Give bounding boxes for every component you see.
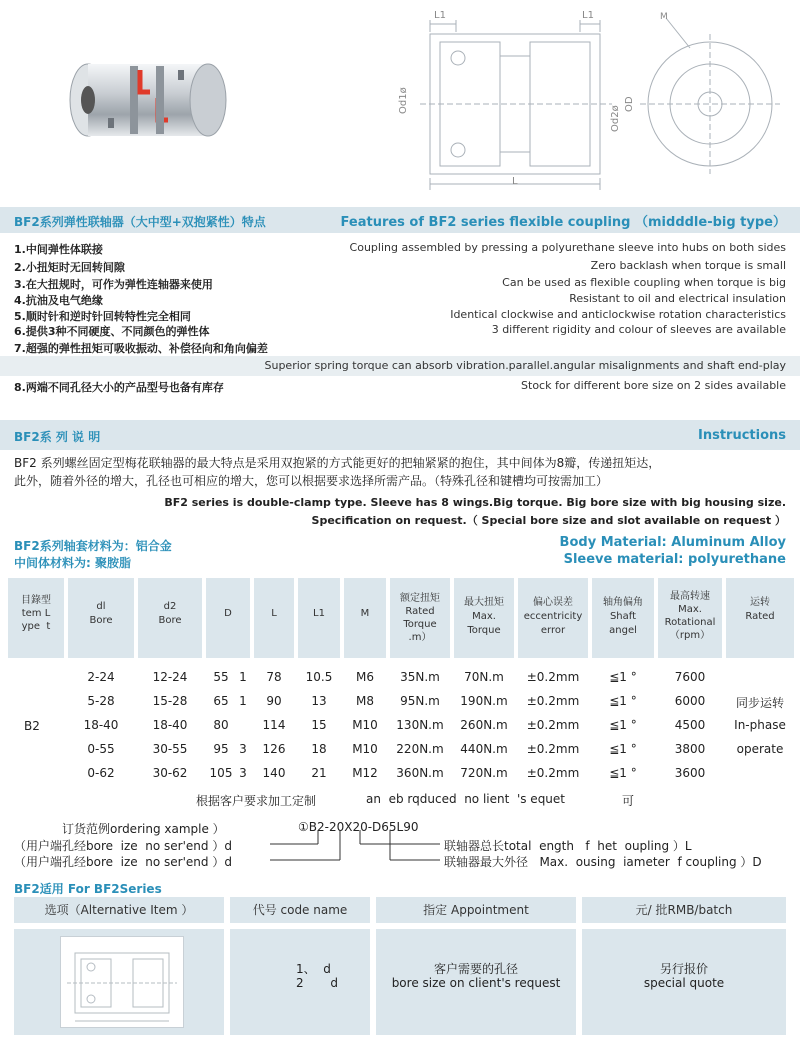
feature-en: 3 different rigidity and colour of sleeves are available (491, 323, 786, 336)
cell-rated: 130N.m (396, 718, 444, 732)
feature-item (14, 241, 786, 257)
feature-en: Can be used as flexible coupling when torque is big (502, 276, 786, 289)
dim-d2: Od2ø (610, 105, 621, 132)
header-ecc-text: 偏心误差 eccentricity error (523, 597, 583, 636)
header-d1 (68, 578, 134, 658)
header-angle (592, 578, 654, 658)
cell-d2: 12-24 (152, 670, 188, 684)
cell-ecc: ±0.2mm (526, 718, 580, 732)
cell-max: 440N.m (460, 742, 508, 756)
cell-note: operate (736, 742, 784, 756)
instructions-title-en: Instructions (697, 428, 786, 443)
cell-max: 720N.m (460, 766, 508, 780)
feature-en: Superior spring torque can absorb vibration.parallel.angular misalignments and shaft end-play (264, 359, 786, 372)
feature-en: Zero backlash when torque is small (590, 259, 786, 272)
cell-angle: ≦1 ° (609, 718, 637, 732)
bottom-header-alternative: 选项（Alternative Item ） (14, 897, 224, 923)
cell-d2: 30-55 (152, 742, 188, 756)
cell-L: 126 (262, 742, 286, 756)
features-title-cn: BF2系列弹性联轴器（大中型+双抱紧性）特点 (14, 215, 266, 229)
cell-M: M10 (352, 718, 378, 732)
feature-cn: 3.在大扭规时，可作为弹性连轴器来使用 (14, 278, 213, 291)
feature-cn: 7.超强的弹性扭矩可吸收振动、补偿径向和角向偏差 (14, 342, 268, 355)
bottom-header-appointment: 指定 Appointment (376, 897, 576, 923)
bottom-price-en: special quote (643, 976, 725, 990)
cell-note: In-phase (734, 718, 786, 732)
header-rpm-text: 最高转速 Max. Rotational （rpm） (664, 591, 716, 641)
technical-drawing (400, 6, 790, 196)
feature-item (14, 379, 786, 395)
dim-l: L (512, 176, 518, 187)
cell-d2: 15-28 (152, 694, 188, 708)
feature-item (14, 292, 786, 308)
header-angle-text: 轴角偏角 Shaft angel (603, 597, 643, 636)
order-example-code: ①B2-20X20-D65L90 (298, 820, 419, 834)
cell-max: 260N.m (460, 718, 508, 732)
order-length: 联轴器总长total ength f het oupling ）L (444, 839, 692, 853)
dim-l1-right: L1 (582, 10, 594, 21)
order-diameter: 联轴器最大外径 Max. ousing iameter f coupling ）D (444, 855, 762, 869)
table-footer-en: an eb rqduced no lient 's equet (366, 792, 566, 806)
order-example-label: 订货范例ordering xample ） (62, 822, 225, 836)
cell-flag: 3 (239, 742, 247, 756)
cell-D: 95 (213, 742, 229, 756)
feature-item (14, 259, 786, 275)
bottom-title: BF2适用 For BF2Series (14, 882, 162, 896)
cell-L: 114 (262, 718, 286, 732)
feature-en: Identical clockwise and anticlockwise rotation characteristics (450, 308, 786, 321)
bottom-code-line2: 2 d (296, 976, 338, 990)
feature-cn: 5.顺时针和逆时针回转特性完全相同 (14, 310, 191, 323)
cell-L1: 15 (311, 718, 327, 732)
table-row (8, 670, 794, 690)
cell-ecc: ±0.2mm (526, 694, 580, 708)
feature-en: Coupling assembled by pressing a polyurethane sleeve into hubs on both sides (349, 241, 786, 254)
cell-M: M10 (352, 742, 378, 756)
feature-cn: 6.提供3种不同硬度、不同颜色的弹性体 (14, 325, 210, 338)
header-operate (726, 578, 794, 658)
header-L1 (298, 578, 340, 658)
cell-note: 同步运转 (735, 696, 784, 710)
header-max (454, 578, 514, 658)
cell-ecc: ±0.2mm (526, 742, 580, 756)
instructions-cn-line2: 此外，随着外径的增大，孔径也可相应的增大，您可以根据要求选择所需产品。（特殊孔径和键槽均可按需加工） (14, 474, 609, 488)
cell-D: 65 (213, 694, 229, 708)
bottom-price-cn: 另行报价 (659, 962, 708, 976)
cell-L1: 10.5 (305, 670, 333, 684)
table-row (8, 718, 794, 738)
cell-L: 140 (262, 766, 286, 780)
feature-cn: 2.小扭矩时无回转间隙 (14, 261, 125, 274)
cell-M: M12 (352, 766, 378, 780)
feature-item (14, 276, 786, 292)
feature-cn: 1.中间弹性体联接 (14, 243, 103, 256)
dim-d1: Od1ø (398, 87, 409, 114)
instructions-cn-line1: BF2 系列螺丝固定型梅花联轴器的最大特点是采用双抱紧的方式能更好的把轴紧紧的抱住，其中间体为8瓣，传递扭矩达， (14, 456, 661, 470)
header-M (344, 578, 386, 658)
feature-en: Resistant to oil and electrical insulation (569, 292, 786, 305)
instructions-en-line1: BF2 series is double-clamp type. Sleeve has 8 wings.Big torque. Big bore size with big housing size. (164, 496, 786, 509)
cell-D: 80 (213, 718, 229, 732)
cell-flag: 1 (239, 670, 247, 684)
cell-rated: 95N.m (400, 694, 440, 708)
cell-max: 190N.m (460, 694, 508, 708)
feature-en: Stock for different bore size on 2 sides available (521, 379, 786, 392)
order-bore2: （用户端孔经bore ize no ser'end ）d (14, 855, 232, 869)
features-header (0, 207, 800, 233)
material-body-en: Body Material: Aluminum Alloy (559, 535, 786, 550)
dim-l1-left: L1 (434, 10, 446, 21)
table-row (8, 694, 794, 714)
cell-rated: 360N.m (396, 766, 444, 780)
cell-M: M8 (356, 694, 374, 708)
cell-angle: ≦1 ° (609, 742, 637, 756)
type-b2: B2 (24, 719, 40, 733)
cell-M: M6 (356, 670, 374, 684)
header-rated-text: 额定扭矩 Rated Torque .m） (400, 593, 440, 643)
instructions-en-line2: Specification on request.（ Special bore size and slot available on request ） (311, 514, 786, 527)
bottom-appoint-cn: 客户需要的孔径 (433, 962, 518, 976)
feature-item (14, 340, 786, 356)
cell-angle: ≦1 ° (609, 766, 637, 780)
cell-d2: 30-62 (152, 766, 188, 780)
header-operate-text: 运转 Rated (745, 597, 775, 622)
material-body-cn: BF2系列轴套材料为：铝合金 (14, 539, 172, 553)
cell-L1: 13 (311, 694, 327, 708)
cell-D: 55 (213, 670, 229, 684)
header-d2-text: d2 Bore (158, 601, 182, 626)
cell-rpm: 4500 (674, 718, 706, 732)
header-rpm (658, 578, 722, 658)
cell-d1: 0-62 (87, 766, 115, 780)
cell-L1: 18 (311, 742, 327, 756)
feature-cn: 4.抗油及电气绝缘 (14, 294, 103, 307)
order-bore1: （用户端孔经bore ize no ser'end ）d (14, 839, 232, 853)
dim-m: M (660, 12, 668, 22)
feature-item-en (14, 359, 786, 375)
cell-flag: 3 (239, 766, 247, 780)
product-photo (58, 40, 228, 160)
order-connector-lines (0, 826, 800, 866)
cell-ecc: ±0.2mm (526, 670, 580, 684)
cell-rpm: 6000 (674, 694, 706, 708)
header-max-text: 最大扭矩 Max. Torque (464, 597, 504, 636)
cell-rpm: 3600 (674, 766, 706, 780)
cell-d1: 18-40 (83, 718, 119, 732)
table-footer-cn: 根据客户要求加工定制 (196, 794, 317, 808)
bottom-code-line1: 1、 d (296, 962, 331, 976)
instructions-title-cn: BF2系 列 说 明 (14, 430, 101, 444)
feature-item (14, 323, 786, 339)
cell-ecc: ±0.2mm (526, 766, 580, 780)
cell-angle: ≦1 ° (609, 670, 637, 684)
cell-L1: 21 (311, 766, 327, 780)
instructions-header (0, 420, 800, 450)
cell-rpm: 3800 (674, 742, 706, 756)
header-d2 (138, 578, 202, 658)
header-type (8, 578, 64, 658)
table-row (8, 742, 794, 762)
cell-angle: ≦1 ° (609, 694, 637, 708)
header-rated (390, 578, 450, 658)
table-footer-ok: 可 (622, 794, 635, 808)
cell-rated: 220N.m (396, 742, 444, 756)
header-type-text: 目錄型 tem L ype t (21, 595, 51, 632)
spec-header-row (8, 578, 794, 658)
header-ecc (518, 578, 588, 658)
feature-cn: 8.两端不同孔径大小的产品型号也备有库存 (14, 381, 224, 394)
header-D (206, 578, 250, 658)
bottom-header-price: 元/ 批RMB/batch (582, 897, 786, 923)
material-sleeve-en: Sleeve material: polyurethane (563, 552, 786, 567)
cell-d1: 5-28 (87, 694, 115, 708)
header-L-text: L (271, 608, 277, 619)
cell-flag: 1 (239, 694, 247, 708)
cell-D: 105 (209, 766, 233, 780)
bottom-drawing-thumbnail (60, 936, 184, 1028)
header-d1-text: dl Bore (89, 601, 113, 626)
cell-L: 90 (266, 694, 282, 708)
cell-L: 78 (266, 670, 282, 684)
header-D-text: D (224, 608, 232, 619)
header-M-text: M (360, 608, 370, 619)
dim-od: OD (624, 96, 635, 112)
cell-rpm: 7600 (674, 670, 706, 684)
cell-d1: 2-24 (87, 670, 115, 684)
cell-rated: 35N.m (400, 670, 440, 684)
bottom-header-code: 代号 code name (230, 897, 370, 923)
features-title-en: Features of BF2 series flexible coupling （midddle-big type） (340, 215, 786, 230)
header-L1-text: L1 (313, 608, 325, 619)
cell-d1: 0-55 (87, 742, 115, 756)
cell-max: 70N.m (464, 670, 504, 684)
material-sleeve-cn: 中间体材料为: 聚胺脂 (14, 556, 131, 570)
header-L (254, 578, 294, 658)
cell-d2: 18-40 (152, 718, 188, 732)
feature-item (14, 308, 786, 324)
bottom-appoint-en: bore size on client's request (391, 976, 561, 990)
table-row (8, 766, 794, 786)
